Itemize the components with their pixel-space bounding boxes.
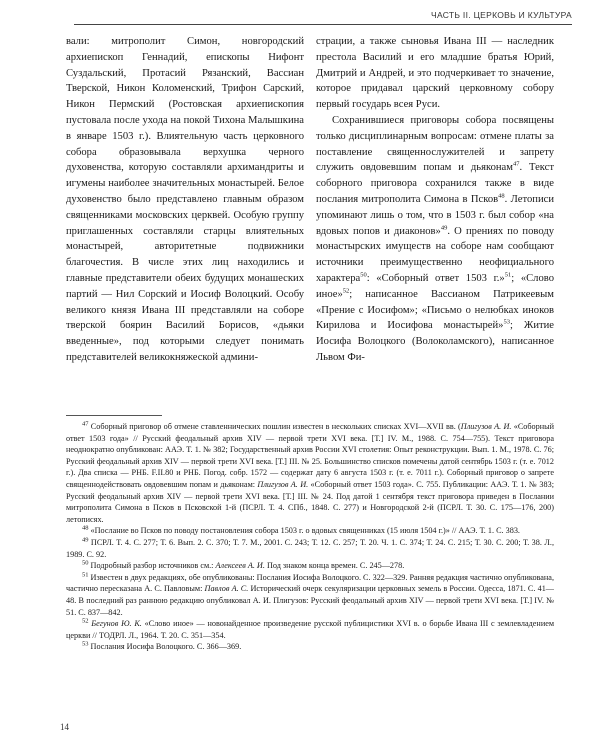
footnote-51: $^{51}$ Известен в двух редакциях, обе опубликованы: Послания Иосифа Волоцкого. С. 322—329. Ранняя редакция частично опубликована, частично пересказана А. С. Павловым: Павлов А. С. Исторический очерк секуляризации церковных земель в России. Одесса, 1871. С. 41—48. В последний раз раннюю редакцию опубликовал А. И. Плигузов: Русский феодальный архив XIV — первой трети XVI века. [Т.] IV. № 51. С. 837—842.	[66, 570, 554, 617]
paragraph: Сохранившиеся приговоры собора посвящены только дисциплинарным вопросам: отмене платы за поставление священнослужителей и запрету служить овдовевшим попам и дьяконам$^{47}$. Текст соборного приговора сохранился также в виде послания митрополита Симона в Псков$^{48}$. Летописи упоминают лишь о том, что в 1503 г. был собор «на вдовых попов и диаконов»$^{49}$. О прениях по поводу монастырских имуществ на соборе нам сообщают источники преимущественно неофициального характера$^{50}$: «Соборный ответ 1503 г.»$^{51}$; «Слово иное»$^{52}$; написанное Вассианом Патрикеевым «Прение с Иосифом»; «Письмо о нелюбках иноков Кирилова и Иосифова монастырей»$^{53}$; Житие Иосифа Волоцкого (Волоколамского), написанное Львом Фи-	[316, 114, 555, 363]
footnote-53: $^{53}$ Послания Иосифа Волоцкого. С. 366—369.	[82, 640, 242, 652]
footnote-ref[interactable]: 52	[342, 287, 350, 295]
footnote-50: $^{50}$ Подробный разбор источников см.: Алексеев А. И. Под знаком конца времен. С. 245—278.	[82, 559, 405, 571]
body-column-left	[66, 34, 304, 366]
footnote-rule	[66, 415, 162, 416]
footnote-ref[interactable]: 51	[504, 271, 512, 279]
paragraph: страции, а также сыновья Ивана III — наследник престола Василий и его младшие братья Юрий, Дмитрий и Андрей, и это подчеркивает то значение, которое придавал царский церковному собору первый государь всея Руси.	[316, 36, 554, 111]
footnote-ref[interactable]: 50	[360, 271, 367, 279]
paragraph: вали: митрополит Симон, новгородский архиепископ Геннадий, епископы Нифонт Суздальский, Протасий Рязанский, Вассиан Тверской, Никон Коломенский, Трифон Сарский, Никон Пермский (Ростовская архиепископия пустовала после ухода на покой Тихона Малышкина в январе 1503 г.). Влиятельную часть церковного собора образовывала верхушка черного духовенства, которую составляли архимандриты и игумены наиболее значительных монастырей. Белое духовенство было представлено главным образом священниками московских церквей. Особую группу приглашенных составляли старцы влиятельных монастырей, авторитетные подвижники благочестия. В числе этих лиц находились и главные представители обеих будущих монашеских партий — Нил Сорский и Иосиф Волоцкий. Особу великого князя Ивана III представляли на соборе тверской боярин Василий Борисов, «дьяки введенные», под которыми следует понимать представителей великокняжеской админи-	[66, 36, 304, 363]
footnote-48: $^{48}$ «Послание во Псков по поводу постановления собора 1503 г. о вдовых священниках (15 июля 1504 г.)» // ААЭ. Т. 1. С. 383.	[82, 524, 520, 536]
footnote-ref[interactable]: 53	[503, 318, 510, 326]
running-header: ЧАСТЬ II. ЦЕРКОВЬ И КУЛЬТУРА	[431, 10, 572, 20]
footnotes	[66, 421, 554, 653]
footnote-49: $^{49}$ ПСРЛ. Т. 4. С. 277; Т. 6. Вып. 2. С. 370; Т. 7. М., 2001. С. 243; Т. 12. С. 257; Т. 20. Ч. 1. С. 374; Т. 24. С. 215; Т. 30. С. 200; Т. 38. Л., 1989. С. 92.	[66, 536, 554, 559]
footnote-52: $^{52}$ Бегунов Ю. К. «Слово иное» — новонайденное произведение русской публицистики XVI в. о борьбе Ивана III с землевладением церкви // ТОДРЛ. Л., 1964. Т. 20. С. 351—354.	[66, 617, 555, 640]
footnote-ref[interactable]: 48	[498, 192, 505, 200]
footnote-47: $^{47}$ Соборный приговор об отмене ставленнических пошлин известен в нескольких списках XVI—XVII вв. (Плигузов А. И. «Соборный ответ 1503 года» // Русский феодальный архив XIV — первой трети XVI века. [Т.] IV. М., 1988. С. 754—755). Текст приговора неоднократно опубликован: ААЭ. Т. 1. № 382; Государственный архив России XVI столетия: Опыт реконструкции. Вып. 1. М., 1978. С. 76; Русский феодальный архив XIV — первой трети XVI века. [Т.] III. № 25. Большинство списков помечены датой сентябрь 1503 г. (т. е. 7012 г.). Два списка — РНБ. F.II.80 и РНБ. Погод. собр. 1572 — содержат дату 6 августа 1503 г. (т. е. 7011 г.). Соборный приговор о запрете священнодействовать овдовевшим попам и дьяконам: Плигузов А. И. «Соборный ответ 1503 года». С. 755. Публикации: ААЭ. Т. 1. № 383; Русский феодальный архив XIV — первой трети XVI века. [Т.] III. № 24. Под датой 1 сентября текст приговора приведен в Послании митрополита Симона в Псков в Псковской 1-й (ПСРЛ. Т. 4. СПб., 1848. С. 277) и Новгородской 2-й (ПСРЛ. Т. 30. С. 175—176, 200) летописях.	[66, 420, 555, 524]
footnote-ref[interactable]: 47	[512, 160, 520, 168]
body-column-right	[316, 34, 554, 366]
header-rule	[74, 24, 572, 25]
footnote-ref[interactable]: 49	[440, 224, 448, 232]
page-number: 14	[60, 722, 69, 732]
